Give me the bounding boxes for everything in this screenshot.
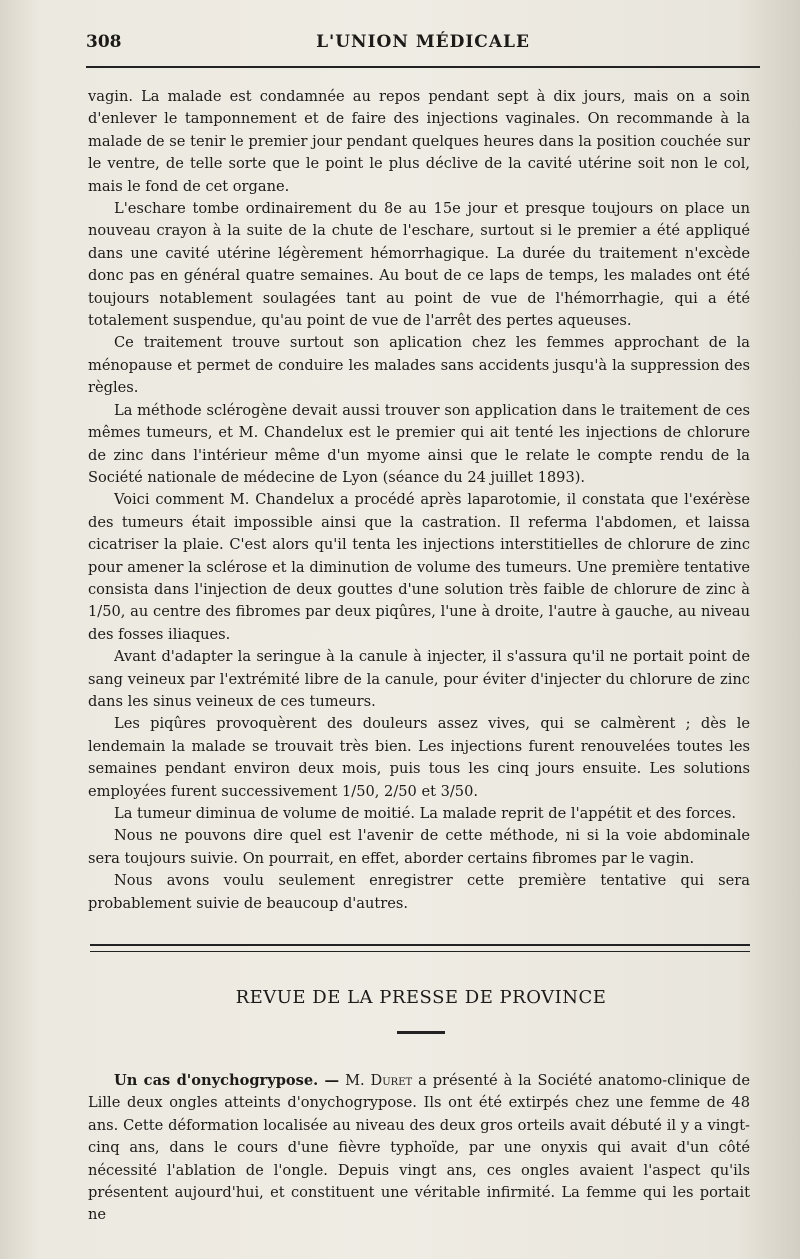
- paragraph: vagin. La malade est condamnée au repos pendant sept à dix jours, mais on a soin d'enlever le tamponnement et de faire des injections vaginales. On recommande à la malade de se tenir le premier jour pendant quelques heures dans la position couchée sur le ventre, de telle sorte que le point le plus déclive de la cavité utérine soit non le col, mais le fond de cet organe.: [88, 88, 750, 195]
- paragraph: La méthode sclérogène devait aussi trouver son application dans le traitement de ces mêmes tumeurs, et M. Chandelux est le premier qui ait tenté les injections de chlorure de zinc dans l'intérieur même d'un myome ainsi que le relate le compte rendu de la Société nationale de médecine de Lyon (séance du 24 juillet 1893).: [88, 401, 750, 486]
- header-rule: [86, 66, 760, 68]
- article-text: a présenté à la Société anatomo-clinique de Lille deux ongles atteints d'onychogrypose. Ils ont été extirpés chez une femme de 48 ans. Cette déformation localisée au niveau des deux gros orteils avait débuté il y a vingt-cinq ans, dans le cours d'une fièvre typhoïde, par une onyxis qui avait d'un côté nécessité l'ablation de l'ongle. Depuis vingt ans, ces ongles avaient l'aspect qu'ils présentent aujourd'hui, et constituent une véritable infirmité. La femme qui les portait ne: [88, 1072, 750, 1224]
- paragraph: Les piqûres provoquèrent des douleurs assez vives, qui se calmèrent ; dès le lendemain la malade se trouvait très bien. Les injections furent renouvelées toutes les semaines pendant environ deux mois, puis tous les cinq jours ensuite. Les solutions employées furent successivement 1/50, 2/50 et 3/50.: [88, 715, 750, 800]
- heading-ornament-rule: [397, 1031, 445, 1034]
- article-title: Un cas d'onychogrypose. —: [114, 1072, 340, 1089]
- paragraph: Nous avons voulu seulement enregistrer cette première tentative qui sera probablement suivie de beaucoup d'autres.: [88, 872, 750, 912]
- paragraph: Nous ne pouvons dire quel est l'avenir de cette méthode, ni si la voie abdominale sera toujours suivie. On pourrait, en effet, aborder certains fibromes par le vagin.: [88, 827, 750, 867]
- paragraph: L'eschare tombe ordinairement du 8e au 15e jour et presque toujours on place un nouveau crayon à la suite de la chute de l'eschare, surtout si le premier a été appliqué dans une cavité utérine légèrement hémorrhagique. La durée du traitement n'excède donc pas en général quatre semaines. Au bout de ce laps de temps, les malades ont été toujours notablement soulagées tant au point de vue de l'hémorrhagie, qui a été totalement suspendue, qu'au point de vue de l'arrêt des pertes aqueuses.: [88, 200, 750, 330]
- paragraph: Ce traitement trouve surtout son aplication chez les femmes approchant de la ménopause et permet de conduire les malades sans accidents jusqu'à la suppression des règles.: [88, 334, 750, 397]
- section-divider: [90, 944, 750, 952]
- paragraph: Avant d'adapter la seringue à la canule à injecter, il s'assura qu'il ne portait point de sang veineux par l'extrémité libre de la canule, pour éviter d'injecter du chlorure de zinc dans les sinus veineux de ces tumeurs.: [88, 648, 750, 710]
- paragraph: Voici comment M. Chandelux a procédé après laparotomie, il constata que l'exérèse des tumeurs était impossible ainsi que la castration. Il referma l'abdomen, et laissa cicatriser la plaie. C'est alors qu'il tenta les injections interstitielles de chlorure de zinc pour amener la sclérose et la diminution de volume des tumeurs. Une première tentative consista dans l'injection de deux gouttes d'une solution très faible de chlorure de zinc à 1/50, au centre des fibromes par deux piqûres, l'une à droite, l'autre à gauche, au niveau des fosses iliaques.: [88, 491, 750, 643]
- page-header: [86, 28, 760, 58]
- article-body: [88, 86, 750, 915]
- running-title: L'UNION MÉDICALE: [316, 32, 530, 52]
- paragraph: La tumeur diminua de volume de moitié. La malade reprit de l'appétit et des forces.: [114, 805, 736, 822]
- paragraph: [88, 1070, 750, 1227]
- press-review-article: [88, 1070, 750, 1227]
- section-heading: REVUE DE LA PRESSE DE PROVINCE: [235, 987, 607, 1008]
- article-author: M. Duret: [345, 1072, 413, 1089]
- page-number: 308: [86, 32, 122, 52]
